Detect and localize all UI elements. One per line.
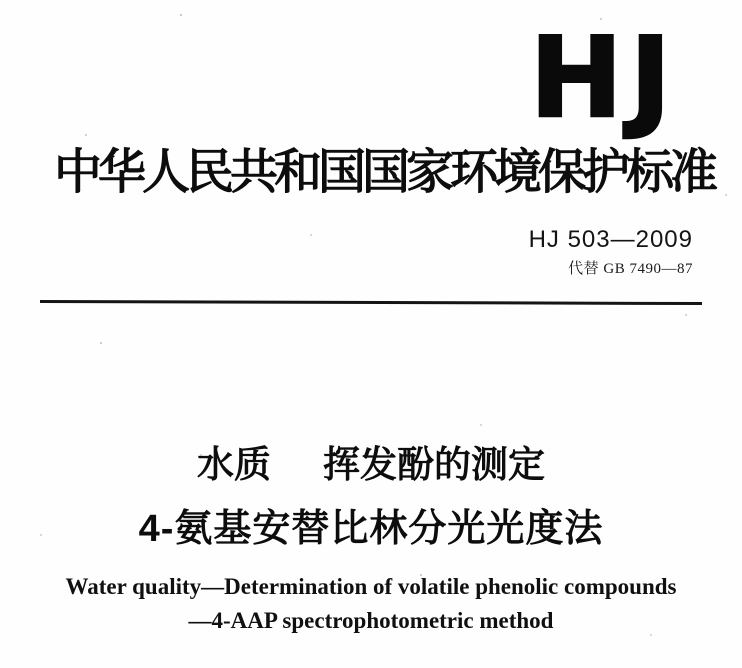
replaces-note: 代替 GB 7490—87	[568, 261, 693, 278]
hj-logo: HJ	[529, 14, 678, 143]
standard-number-block	[529, 227, 693, 278]
horizontal-divider	[40, 300, 702, 305]
title-cn-line1-part2: 挥发酚的测定	[323, 444, 545, 485]
scan-noise	[180, 14, 182, 16]
title-cn-line2: 4-氨基安替比林分光光度法	[138, 507, 604, 550]
page-title: 中华人民共和国国家环境保护标准	[54, 146, 715, 199]
title-en-line1: Water quality—Determination of volatile phenolic compounds	[65, 574, 677, 599]
document-title-english	[0, 570, 742, 638]
title-cn-line1	[0, 445, 742, 486]
title-cn-line1-part1: 水质	[197, 444, 271, 485]
title-en-line2: —4-AAP spectrophotometric method	[188, 608, 554, 633]
standard-number: HJ 503—2009	[528, 226, 693, 253]
document-title-chinese	[0, 445, 742, 550]
